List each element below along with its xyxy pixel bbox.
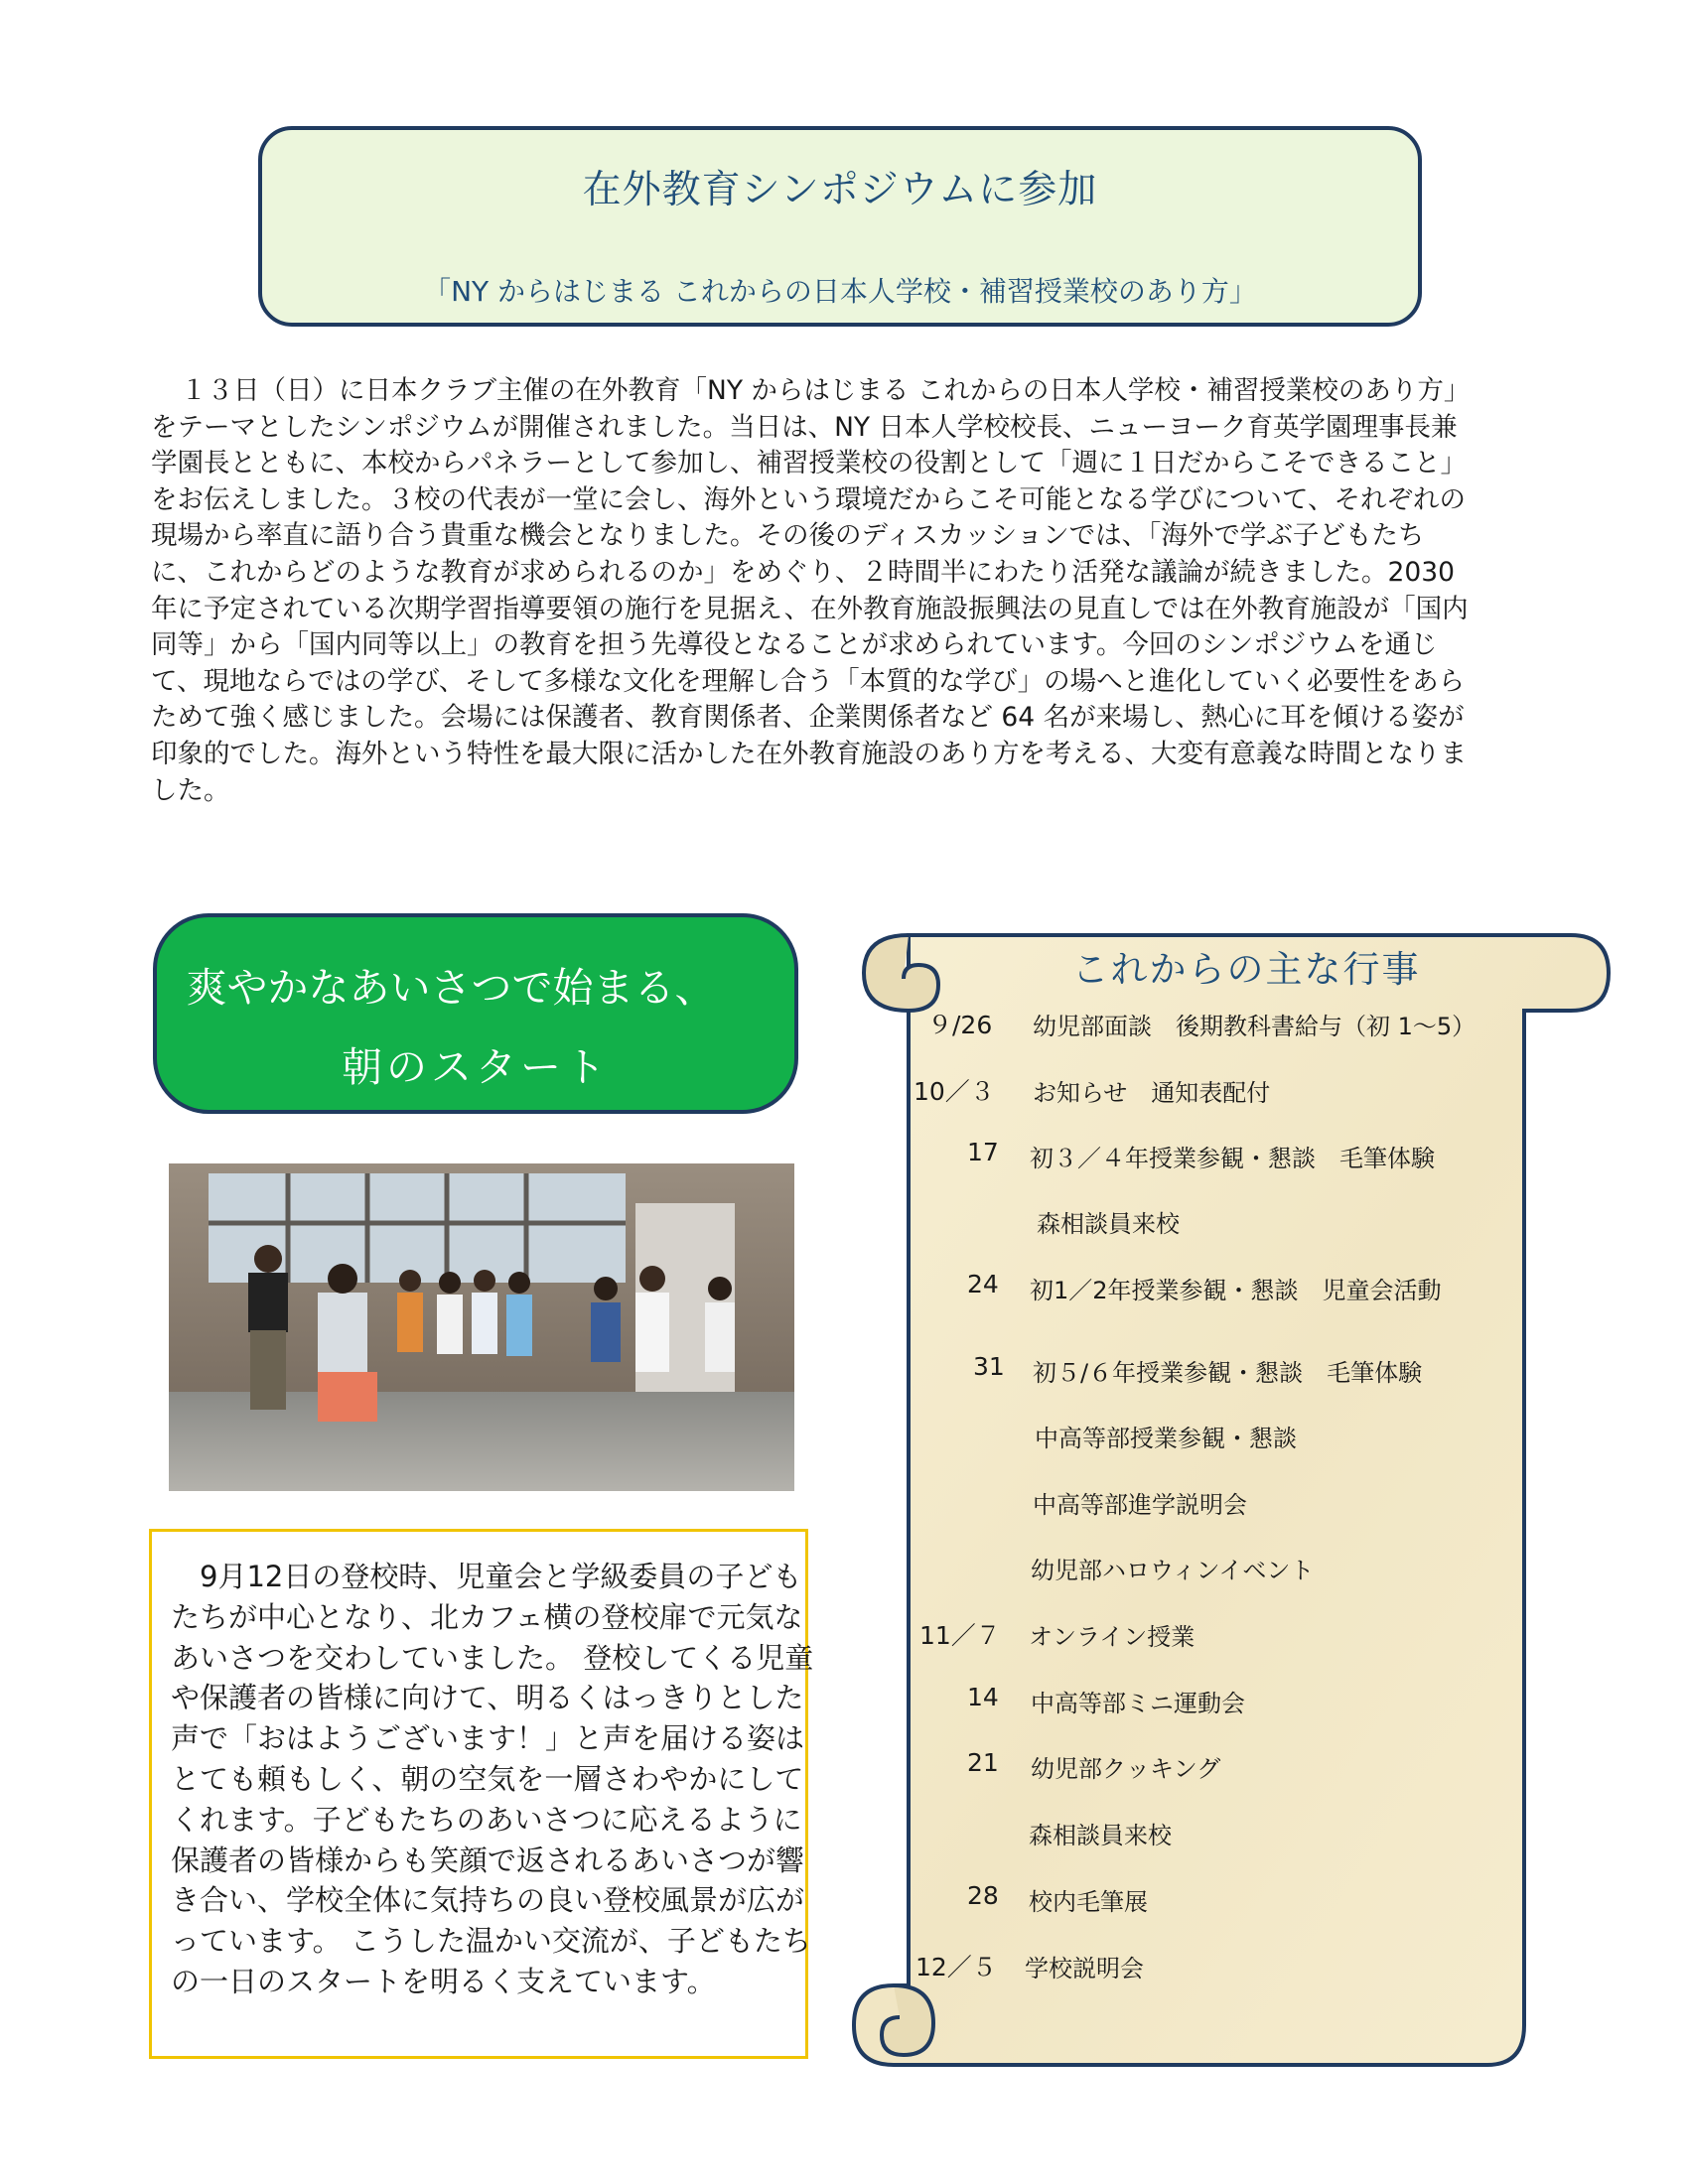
greeting-line: の一日のスタートを明るく支えています。 [171,1964,716,1998]
greeting-line: たちが中心となり、北カフェ横の登校扉で元気な [171,1599,803,1634]
article-line: １３日（日）に日本クラブ主催の在外教育「NY からはじまる これからの日本人学校・補習授業校のあり方」 [181,375,1471,406]
event-item: 初５/６年授業参観・懇談 毛筆体験 [1033,1359,1423,1387]
event-item: 幼児部ハロウィンイベント [1031,1557,1315,1584]
greeting-line: っています。 こうした温かい交流が、子どもたち [171,1924,811,1959]
symposium-title: 在外教育シンポジウムに参加 [582,168,1098,212]
article-line: て、現地ならではの学び、そして多様な文化を理解し合う「本質的な学び」の場へと進化していく必要性をあら [151,665,1466,697]
greeting-line: や保護者の皆様に向けて、明るくはっきりとした [171,1681,804,1715]
event-date: 24 [967,1270,999,1298]
article-line: ためて強く感じました。会場には保護者、教育関係者、企業関係者など 64 名が来場し、熱心に耳を傾ける姿が [151,702,1465,734]
event-item: 学校説明会 [1025,1955,1144,1982]
greeting-line: 9月12日の登校時、児童会と学級委員の子ども [171,1560,802,1593]
event-item: 初1／2年授業参観・懇談 児童会活動 [1030,1277,1442,1304]
event-item: お知らせ 通知表配付 [1033,1079,1271,1107]
article-line: 年に予定されている次期学習指導要領の施行を見据え、在外教育施設振興法の見直しでは在外教育施設が「国内 [151,593,1469,624]
event-date: ９/26 [927,1011,993,1039]
morning-greeting-photo [169,1163,794,1491]
article-line: をテーマとしたシンポジウムが開催されました。当日は、NY 日本人学校校長、ニューヨーク育英学園理事長兼 [151,411,1458,443]
events-title: これからの主な行事 [1071,948,1421,991]
greeting-title-line1: 爽やかなあいさつで始まる、 [186,964,716,1012]
greeting-line: あいさつを交わしていました。 登校してくる児童 [171,1640,814,1675]
greeting-line: き合い、学校全体に気持ちの良い登校風景が広が [171,1883,805,1918]
event-item: 森相談員来校 [1029,1822,1172,1849]
event-date: 31 [973,1352,1005,1381]
event-date: 21 [967,1748,999,1777]
article-line: した。 [151,774,230,806]
event-item: 幼児部面談 後期教科書給与（初 1～5） [1033,1013,1477,1040]
article-line: 同等」から「国内同等以上」の教育を担う先導役となることが求められています。今回のシンポジウムを通じ [151,629,1438,661]
article-line: に、これからどのような教育が求められるのか」をめぐり、２時間半にわたり活発な議論が続きました。2030 [151,556,1455,588]
event-date: 14 [967,1683,999,1711]
symposium-subtitle: 「NY からはじまる これからの日本人学校・補習授業校のあり方」 [423,275,1257,308]
greeting-article [171,1557,814,2002]
greeting-line: 声で「おはようございます！」と声を届ける姿は [171,1721,805,1756]
event-item: 校内毛筆展 [1029,1888,1148,1916]
event-date: 11／７ [919,1621,1001,1650]
event-date: 28 [967,1881,999,1910]
symposium-article [151,373,1533,809]
event-item: 中高等部進学説明会 [1033,1491,1247,1519]
event-item: 中高等部ミニ運動会 [1031,1690,1245,1717]
article-line: 学園長とともに、本校からパネラーとして参加し、補習授業校の役割として「週に１日だからこそできること」 [151,448,1467,479]
event-date: 12／５ [915,1953,997,1981]
event-item: 森相談員来校 [1037,1210,1180,1238]
event-item: 初３／４年授業参観・懇談 毛筆体験 [1030,1145,1435,1172]
event-item: 中高等部授業参観・懇談 [1035,1425,1297,1452]
article-line: 印象的でした。海外という特性を最大限に活かした在外教育施設のあり方を考える、大変有意義な時間となりま [151,738,1467,769]
article-line: をお伝えしました。３校の代表が一堂に会し、海外という環境だからこそ可能となる学びについて、それぞれの [151,483,1466,515]
article-line: 現場から率直に語り合う貴重な機会となりました。その後のディスカッションでは、「海外で学ぶ子どもたち [151,520,1425,552]
greeting-line: 保護者の皆様からも笑顔で返されるあいさつが響 [171,1843,805,1877]
event-item: オンライン授業 [1029,1623,1196,1651]
event-item: 幼児部クッキング [1031,1755,1221,1783]
greeting-line: とても頼もしく、朝の空気を一層さわやかにして [171,1761,804,1796]
greeting-title-line2: 朝のスタート [342,1043,610,1091]
greeting-line: くれます。子どもたちのあいさつに応えるように [171,1802,802,1837]
event-date: 17 [967,1138,999,1166]
event-date: 10／３ [914,1077,995,1106]
